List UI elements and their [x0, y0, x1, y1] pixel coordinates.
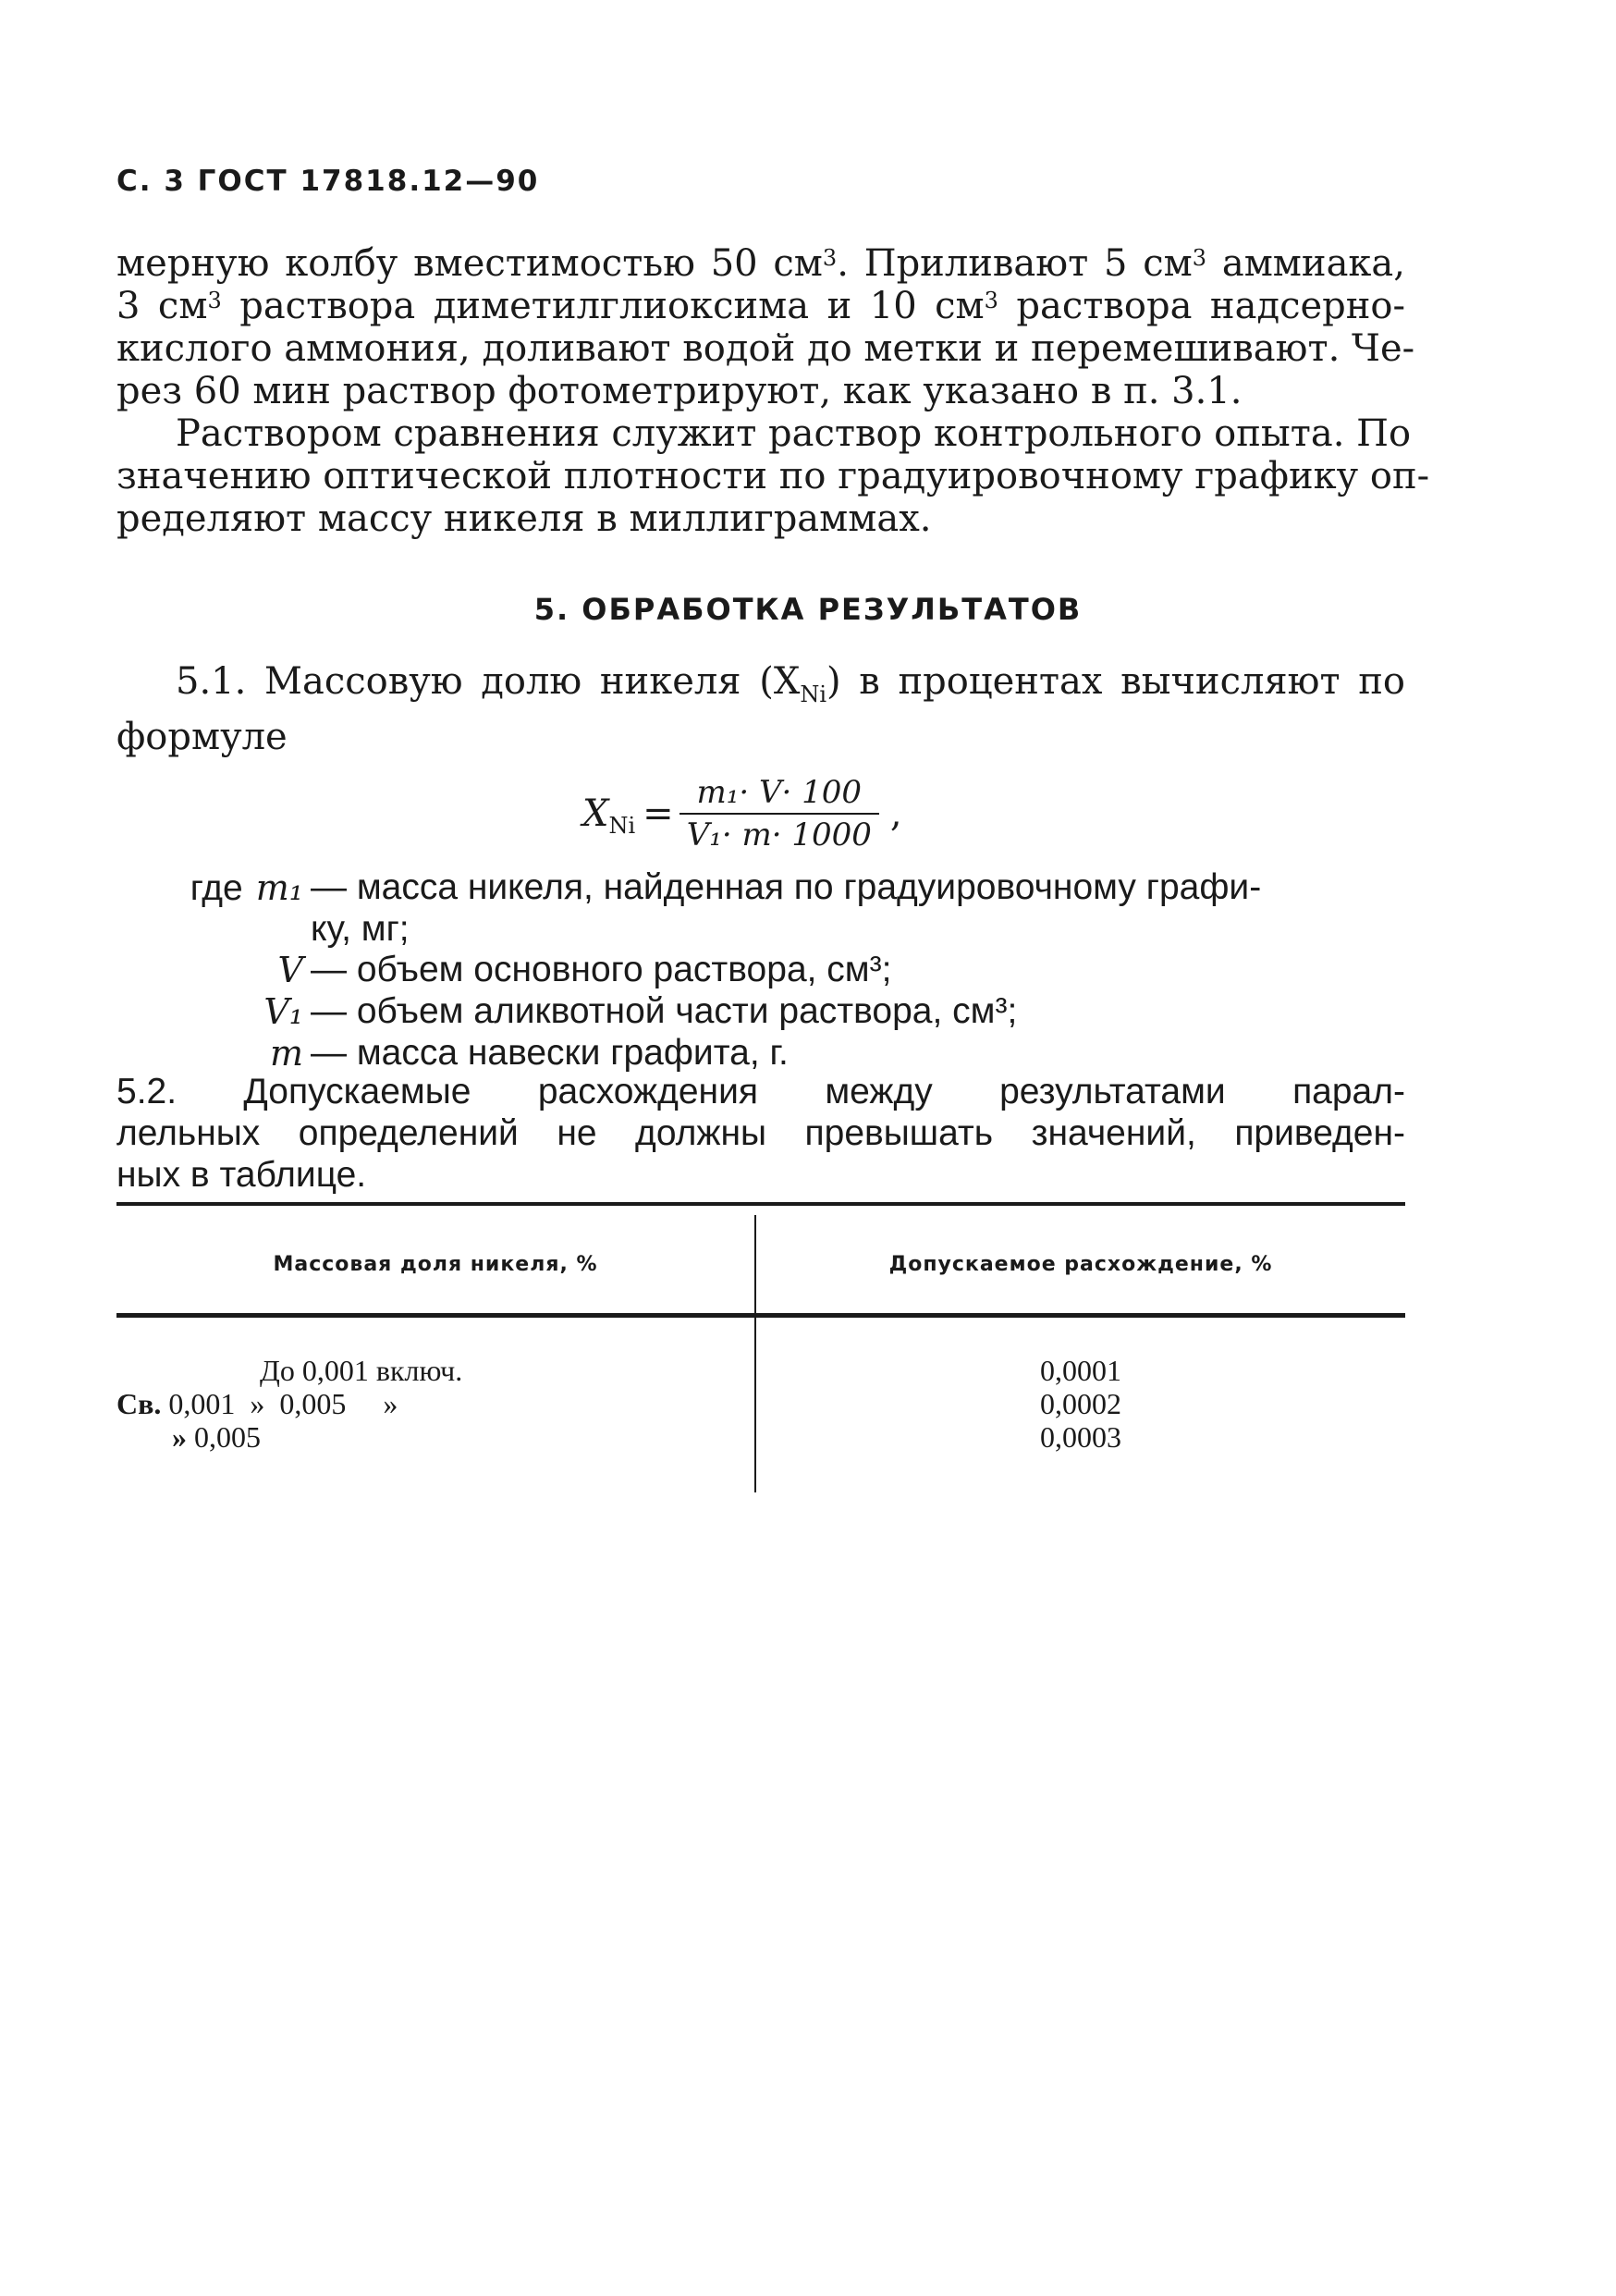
table-top-rule	[116, 1202, 1405, 1206]
formula-equals: =	[643, 792, 674, 835]
definition-row	[129, 1033, 1405, 1074]
definition-text-continued: ку, мг;	[311, 909, 410, 949]
compare-paragraph	[116, 412, 1430, 540]
formula-numerator: m₁· V· 100	[696, 774, 863, 811]
compare-line-1: Раствором сравнения служит раствор контрольного опыта. По	[176, 412, 1412, 455]
table-header-tolerance: Допускаемое расхождение, %	[888, 1253, 1273, 1276]
intro-paragraph	[116, 242, 1415, 412]
table-header-mass-fraction: Массовая доля никеля, %	[273, 1253, 598, 1276]
table-cell-tolerance: 0,0003	[1040, 1420, 1121, 1454]
formula	[582, 763, 902, 865]
formula-denominator: V₁· m· 1000	[686, 816, 872, 853]
table-cell-mass-fraction: » 0,005	[172, 1420, 261, 1454]
table-cell-tolerance: 0,0002	[1040, 1387, 1121, 1420]
paragraph-5-1	[116, 660, 1405, 758]
table-cell-mass-fraction: До 0,001 включ.	[260, 1354, 463, 1387]
p51-line-1: 5.1. Массовую долю никеля $(X_{Ni})$ в процентах вычисляют по	[176, 660, 1406, 707]
formula-comma: ,	[889, 792, 902, 835]
definition-row	[129, 950, 1405, 991]
definition-row	[129, 867, 1405, 909]
section-title: 5. ОБРАБОТКА РЕЗУЛЬТАТОВ	[533, 592, 1083, 627]
p52-line-1: 5.2. Допускаемые расхождения между результатами парал-	[116, 1072, 1405, 1111]
intro-line-1: мерную колбу вместимостью 50 $см^3$. Приливают 5 $см^3$ аммиака,	[116, 242, 1405, 285]
definition-row	[129, 991, 1405, 1033]
definition-text: — масса никеля, найденная по градуировочному графи-	[311, 867, 1262, 907]
definition-symbol: V₁	[263, 991, 303, 1032]
compare-line-3: ределяют массу никеля в миллиграммах.	[116, 497, 932, 540]
page-header: С. 3 ГОСТ 17818.12—90	[116, 165, 540, 198]
intro-line-2: 3 $см^3$ раствора диметилглиоксима и 10 $см^3$ раствора надсерно-	[116, 285, 1406, 327]
definition-symbol: V	[277, 950, 303, 990]
definition-text: — масса навески графита, г.	[311, 1033, 789, 1073]
formula-fraction	[679, 772, 879, 855]
definition-text: — объем аликвотной части раствора, см³;	[311, 991, 1018, 1031]
definition-text: — объем основного раствора, см³;	[311, 950, 892, 989]
p52-line-3: ных в таблице.	[116, 1155, 367, 1195]
p51-line-2: формуле	[116, 716, 288, 758]
compare-line-2: значению оптической плотности по градуировочному графику оп-	[116, 455, 1430, 497]
table-cell-tolerance: 0,0001	[1040, 1354, 1121, 1387]
p52-line-2: лельных определений не должны превышать значений, приведен-	[116, 1113, 1405, 1153]
definitions	[129, 867, 1405, 1074]
table-header-rule	[116, 1313, 1405, 1318]
intro-line-3: кислого аммония, доливают водой до метки и перемешивают. Че-	[116, 327, 1415, 370]
intro-line-4: рез 60 мин раствор фотометрируют, как указано в п. 3.1.	[116, 370, 1243, 412]
definition-symbol: m₁	[255, 867, 303, 908]
definition-symbol: m	[269, 1033, 303, 1074]
where-word: где	[190, 868, 243, 908]
table-cell-mass-fraction: Св. 0,001 » 0,005 »	[116, 1387, 398, 1420]
formula-lhs: $X_{Ni}$	[582, 792, 636, 839]
paragraph-5-2	[116, 1071, 1405, 1196]
